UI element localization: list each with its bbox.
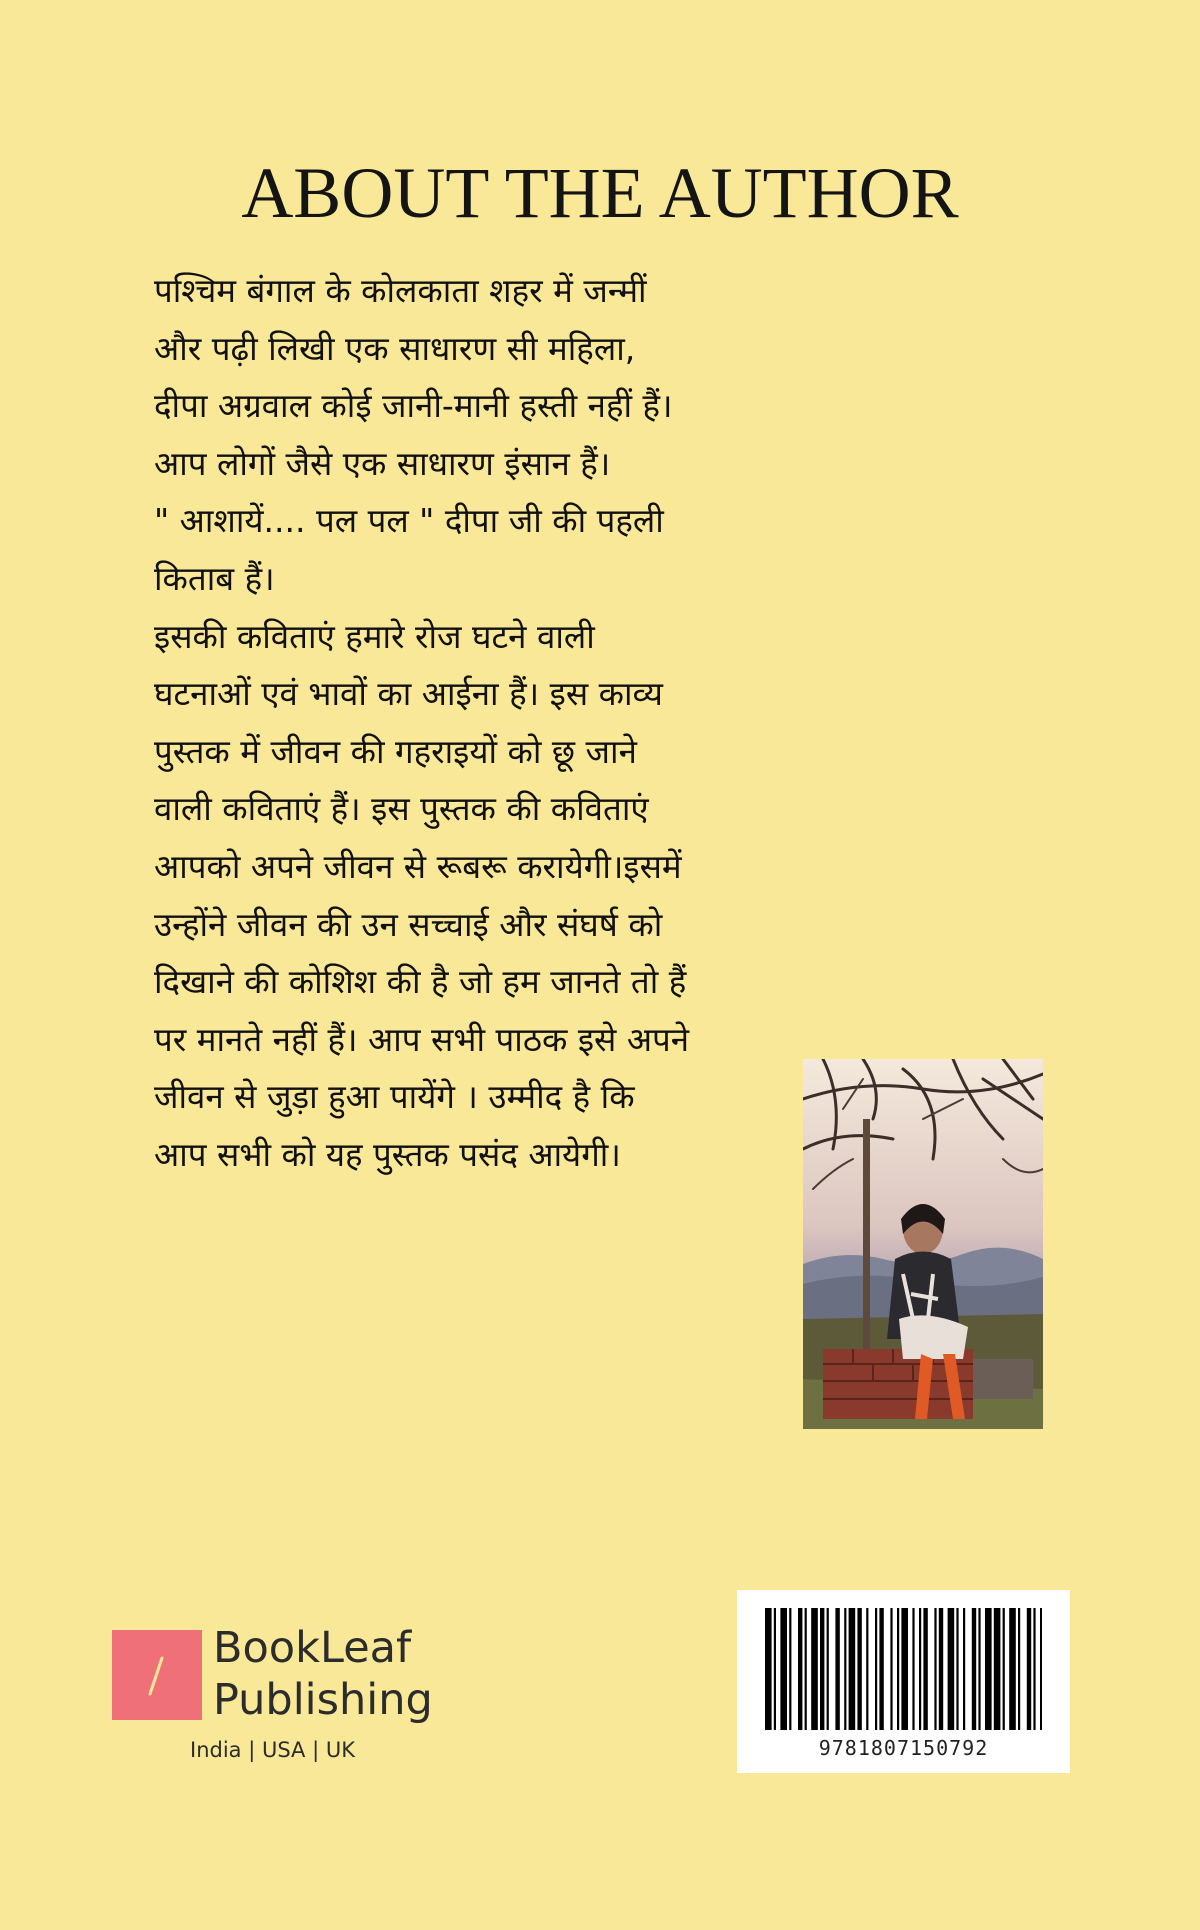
barcode-bar (897, 1608, 899, 1730)
barcode-bar (919, 1608, 921, 1730)
publisher-regions: India | USA | UK (190, 1738, 355, 1762)
barcode-bar (978, 1608, 980, 1730)
author-bio (154, 262, 834, 1184)
barcode-bar (985, 1608, 992, 1730)
page-title: ABOUT THE AUTHOR (241, 153, 959, 233)
publisher-name (213, 1622, 433, 1726)
barcode-bar (820, 1608, 824, 1730)
barcode-bar (1009, 1608, 1016, 1730)
barcode-bar (1033, 1608, 1035, 1730)
bio-line: आपको अपने जीवन से रूबरू करायेगी।इसमें (154, 846, 682, 886)
bio-line: जीवन से जुड़ा हुआ पायेंगे । उम्मीद है कि (154, 1077, 635, 1117)
barcode-bar (765, 1608, 772, 1730)
isbn-number: 9781807150792 (818, 1736, 989, 1760)
barcode-bar (866, 1608, 868, 1730)
bio-line: आप सभी को यह पुस्तक पसंद आयेगी। (154, 1134, 621, 1174)
barcode-bar (805, 1608, 807, 1730)
bio-line: आप लोगों जैसे एक साधारण इंसान हैं। (154, 443, 611, 483)
barcode-bar (875, 1608, 877, 1730)
publisher-logo (112, 1630, 202, 1720)
bio-line: पुस्तक में जीवन की गहराइयों को छू जाने (154, 731, 637, 771)
barcode-bar (1027, 1608, 1031, 1730)
barcode-bar (948, 1608, 955, 1730)
barcode-bar (923, 1608, 927, 1730)
bio-line: दिखाने की कोशिश की है जो हम जानते तो हैं (154, 962, 687, 1002)
barcode-bar (934, 1608, 936, 1730)
barcode-bar (774, 1608, 776, 1730)
barcode-bar (844, 1608, 846, 1730)
barcode-bar (912, 1608, 914, 1730)
bio-line: पर मानते नहीं हैं। आप सभी पाठक इसे अपने (154, 1019, 690, 1059)
barcode-bar (780, 1608, 787, 1730)
bio-line: घटनाओं एवं भावों का आईना हैं। इस काव्य (154, 674, 663, 714)
barcode-bar (890, 1608, 892, 1730)
bio-line: उन्होंने जीवन की उन सच्चाई और संघर्ष को (154, 904, 663, 944)
barcode-bar (939, 1608, 943, 1730)
barcode-bar (835, 1608, 839, 1730)
bio-line: पश्चिम बंगाल के कोलकाता शहर में जन्मीं (154, 271, 647, 310)
publisher-name-line1: BookLeaf (213, 1623, 412, 1673)
barcode-bar (827, 1608, 829, 1730)
bio-line: इसकी कविताएं हमारे रोज घटने वाली (154, 616, 595, 656)
barcode-bar (1003, 1608, 1005, 1730)
barcode-bar (849, 1608, 856, 1730)
barcode-bar (811, 1608, 818, 1730)
bio-line: किताब हैं। (154, 558, 275, 598)
barcode-bar (789, 1608, 791, 1730)
isbn-barcode (737, 1590, 1070, 1773)
barcode-bars (763, 1608, 1044, 1730)
author-photo (803, 1059, 1043, 1429)
barcode-bar (972, 1608, 976, 1730)
barcode-bar (798, 1608, 802, 1730)
barcode-bar (857, 1608, 861, 1730)
barcode-bar (1040, 1608, 1042, 1730)
barcode-bar (956, 1608, 958, 1730)
bio-line: दीपा अग्रवाल कोई जानी-मानी हस्ती नहीं हैं। (154, 386, 673, 426)
barcode-bar (901, 1608, 908, 1730)
bio-line: और पढ़ी लिखी एक साधारण सी महिला, (154, 328, 636, 368)
barcode-bar (879, 1608, 883, 1730)
barcode-bar (994, 1608, 1001, 1730)
slash-icon (150, 1658, 162, 1694)
bio-line: " आशायें.... पल पल " दीपा जी की पहली (154, 501, 664, 541)
publisher-name-line2: Publishing (213, 1675, 433, 1725)
bio-line: वाली कविताएं हैं। इस पुस्तक की कविताएं (154, 789, 649, 829)
barcode-bar (963, 1608, 965, 1730)
barcode-bar (1018, 1608, 1020, 1730)
